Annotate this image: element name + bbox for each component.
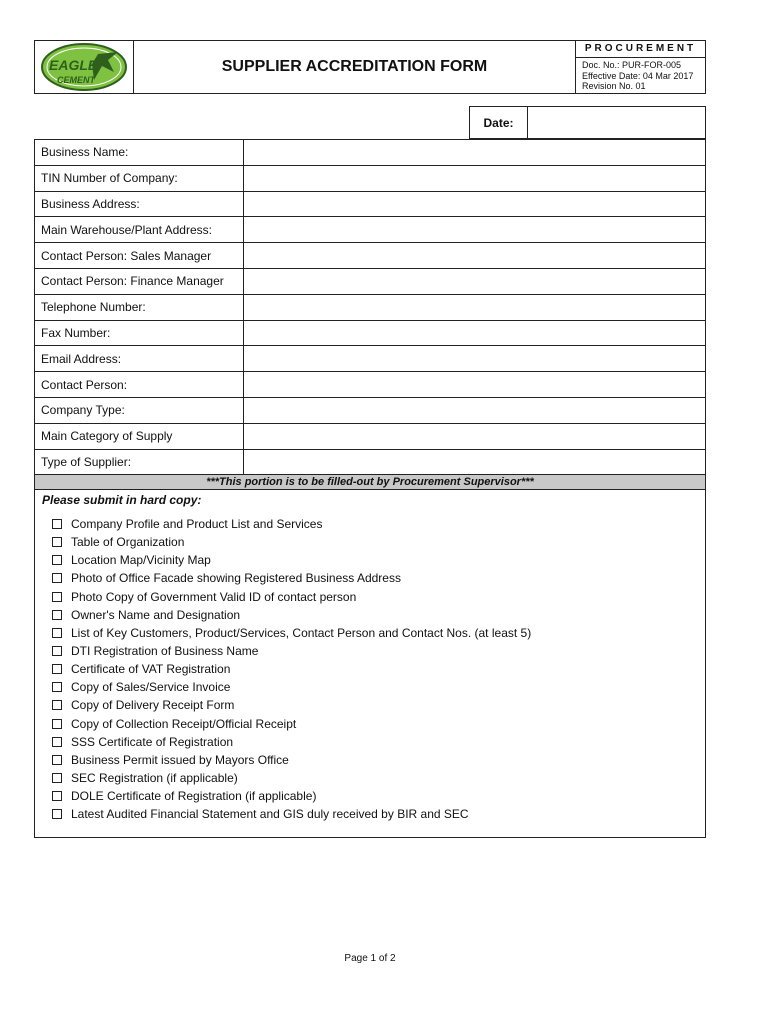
checklist-item-label: List of Key Customers, Product/Services, Contact Person and Contact Nos. (at least 5): [71, 625, 532, 640]
checklist-item-label: Location Map/Vicinity Map: [71, 553, 211, 568]
checklist-item: [52, 805, 705, 823]
checklist-item: [52, 551, 705, 569]
telephone-input[interactable]: [244, 295, 705, 320]
field-row-contact-person: [35, 372, 705, 398]
checklist-item-label: Owner's Name and Designation: [71, 607, 241, 622]
tin-input[interactable]: [244, 166, 705, 191]
field-row-finance-manager: [35, 269, 705, 295]
checklist-item: [52, 533, 705, 551]
field-row-company-type: [35, 398, 705, 424]
svg-text:EAGLE: EAGLE: [49, 57, 98, 73]
checkbox[interactable]: [52, 719, 62, 729]
checkbox[interactable]: [52, 646, 62, 656]
checklist-item-label: SSS Certificate of Registration: [71, 734, 234, 749]
field-label: Main Category of Supply: [35, 424, 244, 449]
field-label: Company Type:: [35, 398, 244, 423]
supervisor-banner: ***This portion is to be filled-out by Procurement Supervisor***: [34, 474, 706, 490]
date-label: Date:: [470, 107, 528, 138]
effective-date: Effective Date: 04 Mar 2017: [582, 70, 694, 81]
field-label: TIN Number of Company:: [35, 166, 244, 191]
checklist-item-label: Latest Audited Financial Statement and GIS duly received by BIR and SEC: [71, 807, 469, 822]
field-label: Business Name:: [35, 140, 244, 165]
business-address-input[interactable]: [244, 192, 705, 217]
checkbox[interactable]: [52, 682, 62, 692]
checkbox[interactable]: [52, 664, 62, 674]
field-label: Contact Person: Sales Manager: [35, 243, 244, 268]
checklist-item: [52, 787, 705, 805]
field-label: Contact Person:: [35, 372, 244, 397]
field-row-warehouse-address: [35, 217, 705, 243]
form-header: [34, 40, 706, 94]
checkbox[interactable]: [52, 809, 62, 819]
checkbox[interactable]: [52, 737, 62, 747]
checklist-item: [52, 660, 705, 678]
checkbox[interactable]: [52, 628, 62, 638]
eagle-cement-logo-icon: [40, 42, 128, 92]
field-row-category: [35, 424, 705, 450]
doc-number: Doc. No.: PUR-FOR-005: [582, 60, 682, 70]
checkbox[interactable]: [52, 519, 62, 529]
checklist-item: [52, 696, 705, 714]
field-label: Type of Supplier:: [35, 450, 244, 475]
checklist-item: [52, 769, 705, 787]
checklist-item: [52, 715, 705, 733]
finance-manager-input[interactable]: [244, 269, 705, 294]
fax-input[interactable]: [244, 321, 705, 346]
company-type-input[interactable]: [244, 398, 705, 423]
checklist-item-label: Copy of Collection Receipt/Official Receipt: [71, 716, 297, 731]
checklist-item: [52, 751, 705, 769]
checkbox[interactable]: [52, 755, 62, 765]
field-row-tin: [35, 166, 705, 192]
field-label: Telephone Number:: [35, 295, 244, 320]
checklist-item-label: DOLE Certificate of Registration (if applicable): [71, 789, 317, 804]
field-row-fax: [35, 321, 705, 347]
department-label: PROCUREMENT: [576, 41, 705, 58]
checklist-item-label: Copy of Delivery Receipt Form: [71, 698, 235, 713]
checklist-item: [52, 606, 705, 624]
field-row-telephone: [35, 295, 705, 321]
contact-person-input[interactable]: [244, 372, 705, 397]
checkbox[interactable]: [52, 592, 62, 602]
requirements-title: Please submit in hard copy:: [42, 493, 202, 507]
page-number: Page 1 of 2: [344, 953, 396, 964]
field-label: Contact Person: Finance Manager: [35, 269, 244, 294]
checklist-item: [52, 624, 705, 642]
date-input[interactable]: [528, 107, 705, 138]
field-label: Email Address:: [35, 346, 244, 371]
checklist-item: [52, 569, 705, 587]
form-title: SUPPLIER ACCREDITATION FORM: [134, 41, 576, 93]
checklist-item-label: Photo Copy of Government Valid ID of contact person: [71, 589, 357, 604]
supplier-type-input[interactable]: [244, 450, 705, 475]
svg-text:CEMENT: CEMENT: [57, 75, 95, 85]
business-name-input[interactable]: [244, 140, 705, 165]
date-field: [469, 106, 706, 139]
checkbox[interactable]: [52, 573, 62, 583]
revision-number: Revision No. 01: [582, 81, 646, 91]
checklist-item: [52, 642, 705, 660]
field-label: Business Address:: [35, 192, 244, 217]
field-label: Fax Number:: [35, 321, 244, 346]
category-input[interactable]: [244, 424, 705, 449]
field-row-business-address: [35, 192, 705, 218]
document-info: [576, 41, 705, 93]
checklist-item-label: Copy of Sales/Service Invoice: [71, 680, 231, 695]
requirements-section: [34, 489, 706, 838]
checkbox[interactable]: [52, 555, 62, 565]
checklist-item: [52, 678, 705, 696]
field-row-email: [35, 346, 705, 372]
field-label: Main Warehouse/Plant Address:: [35, 217, 244, 242]
company-logo: [35, 41, 134, 93]
email-input[interactable]: [244, 346, 705, 371]
checkbox[interactable]: [52, 537, 62, 547]
field-row-sales-manager: [35, 243, 705, 269]
checklist-item-label: DTI Registration of Business Name: [71, 644, 259, 659]
checkbox[interactable]: [52, 610, 62, 620]
checklist-item-label: Company Profile and Product List and Services: [71, 517, 323, 532]
checklist-item-label: Photo of Office Facade showing Registered Business Address: [71, 571, 401, 586]
sales-manager-input[interactable]: [244, 243, 705, 268]
requirements-checklist: [35, 509, 705, 823]
checklist-item-label: Business Permit issued by Mayors Office: [71, 752, 289, 767]
checklist-item-label: SEC Registration (if applicable): [71, 771, 238, 786]
checklist-item: [52, 588, 705, 606]
warehouse-address-input[interactable]: [244, 217, 705, 242]
checklist-item: [52, 733, 705, 751]
checklist-item: [52, 515, 705, 533]
checkbox[interactable]: [52, 700, 62, 710]
document-meta: [576, 58, 705, 92]
supplier-info-table: [34, 139, 706, 475]
checklist-item-label: Certificate of VAT Registration: [71, 662, 231, 677]
checkbox[interactable]: [52, 773, 62, 783]
field-row-supplier-type: [35, 450, 705, 476]
checkbox[interactable]: [52, 791, 62, 801]
field-row-business-name: [35, 140, 705, 166]
checklist-item-label: Table of Organization: [71, 535, 185, 550]
